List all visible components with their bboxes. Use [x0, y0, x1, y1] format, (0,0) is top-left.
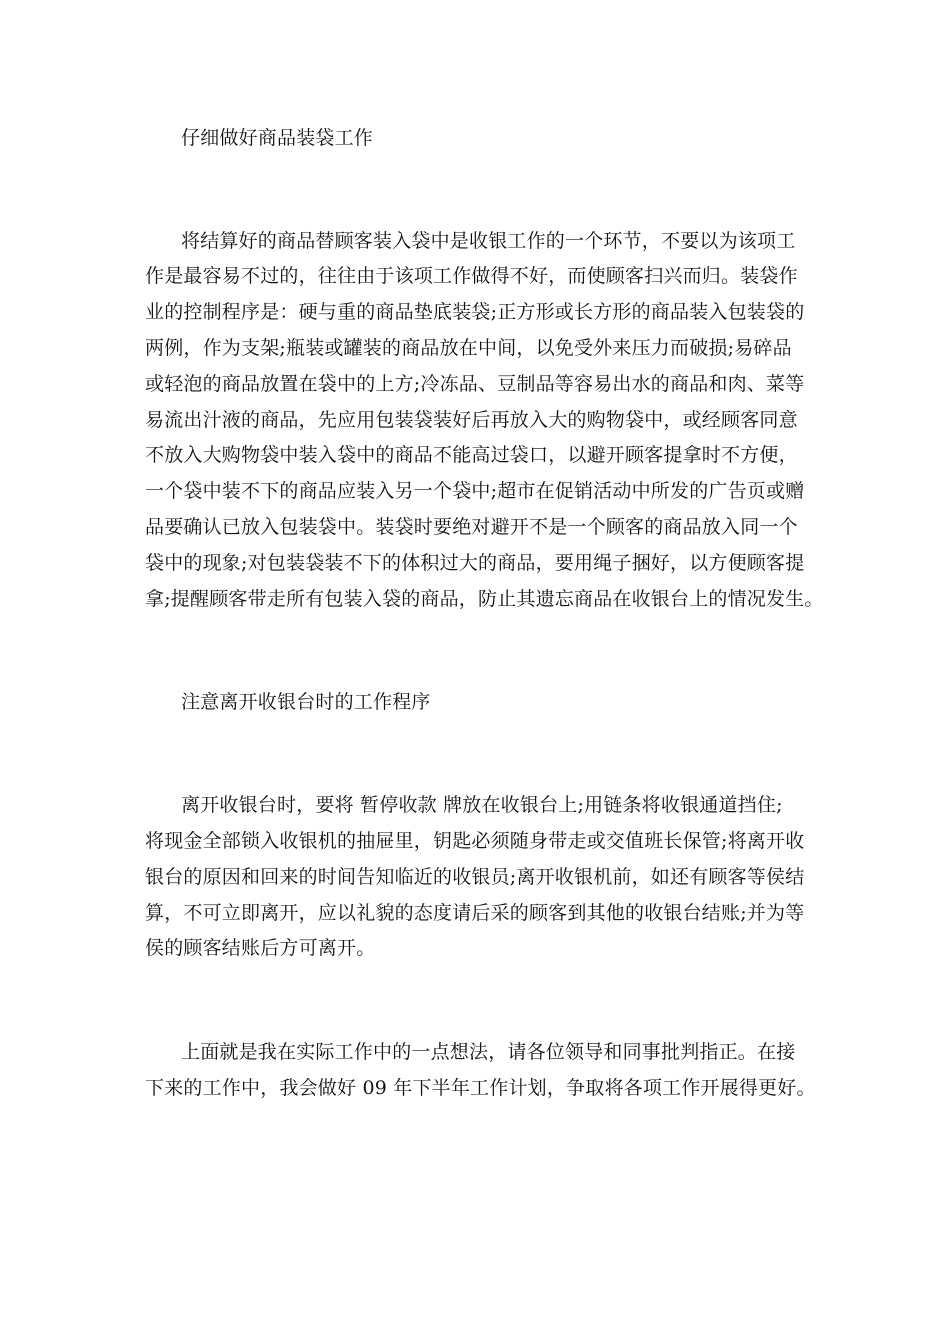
paragraph-line: 两例，作为支架;瓶装或罐装的商品放在中间，以免受外来压力而破损;易碎品: [145, 337, 792, 359]
paragraph-line: 拿;提醒顾客带走所有包装入袋的商品，防止其遗忘商品在收银台上的情况发生。: [145, 588, 824, 610]
paragraph-line: 将现金全部锁入收银机的抽屉里，钥匙必须随身带走或交值班长保管;将离开收: [145, 830, 805, 852]
paragraph-line: 一个袋中装不下的商品应装入另一个袋中;超市在促销活动中所发的广告页或赠: [145, 480, 805, 502]
paragraph-line: 下来的工作中，我会做好 09 年下半年工作计划，争取将各项工作开展得更好。: [145, 1077, 816, 1099]
section-heading: 仔细做好商品装袋工作: [181, 127, 374, 149]
paragraph-line: 将结算好的商品替顾客装入袋中是收银工作的一个环节，不要以为该项工: [181, 230, 796, 252]
paragraph-line: 作是最容易不过的，往往由于该项工作做得不好，而使顾客扫兴而归。装袋作: [145, 265, 798, 287]
paragraph-line: 上面就是我在实际工作中的一点想法，请各位领导和同事批判指正。在接: [181, 1041, 796, 1063]
paragraph-line: 或轻泡的商品放置在袋中的上方;冷冻品、豆制品等容易出水的商品和肉、菜等: [145, 373, 805, 395]
paragraph-line: 侯的顾客结账后方可离开。: [145, 937, 376, 959]
paragraph-line: 不放入大购物袋中装入袋中的商品不能高过袋口，以避开顾客提拿时不方便，: [145, 444, 798, 466]
section-heading: 注意离开收银台时的工作程序: [181, 691, 431, 713]
paragraph-line: 离开收银台时，要将 暂停收款 牌放在收银台上;用链条将收银通道挡住;: [181, 794, 783, 816]
paragraph-line: 算，不可立即离开，应以礼貌的态度请后采的顾客到其他的收银台结账;并为等: [145, 902, 805, 924]
paragraph-line: 业的控制程序是：硬与重的商品垫底装袋;正方形或长方形的商品装入包装袋的: [145, 301, 805, 323]
paragraph-line: 袋中的现象;对包装袋装不下的体积过大的商品，要用绳子捆好，以方便顾客提: [145, 552, 805, 574]
paragraph-line: 品要确认已放入包装袋中。装袋时要绝对避开不是一个顾客的商品放入同一个: [145, 516, 798, 538]
paragraph-line: 银台的原因和回来的时间告知临近的收银员;离开收银机前，如还有顾客等侯结: [145, 866, 805, 888]
paragraph-line: 易流出汁液的商品，先应用包装袋装好后再放入大的购物袋中，或经顾客同意: [145, 409, 798, 431]
